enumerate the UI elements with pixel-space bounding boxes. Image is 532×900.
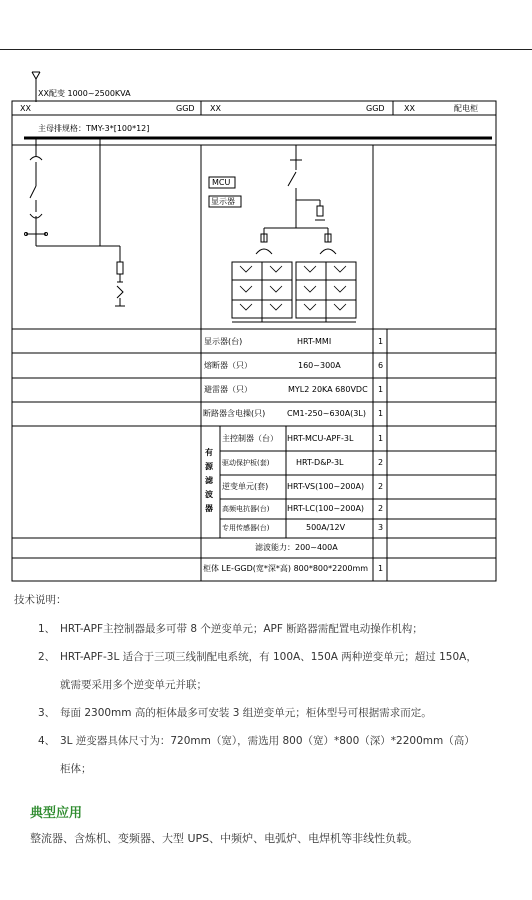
mcu-label: MCU [212, 178, 231, 187]
note-item-cont: 就需要采用多个逆变单元并联； [60, 679, 207, 691]
group-row-model: 500A/12V [306, 523, 346, 532]
group-row-qty: 3 [378, 523, 384, 532]
group-row-name: 驱动保护板(套) [222, 459, 270, 467]
row-name: 显示器(台) [204, 337, 243, 346]
row-qty: 1 [378, 385, 384, 394]
col1-left: XX [20, 104, 31, 113]
group-row-name: 专用传感器(台) [222, 524, 270, 532]
row-qty: 1 [378, 337, 384, 346]
group-row-model: HRT-MCU-APF-3L [287, 434, 354, 443]
cabinet-spec: 柜体 LE-GGD(宽*深*高) 800*800*2200mm [203, 564, 369, 573]
group-row-name: 高频电抗器(台) [222, 505, 270, 513]
col3-right: 配电柜 [454, 104, 478, 113]
cabinet-qty: 1 [378, 564, 384, 573]
group-row-qty: 2 [378, 482, 384, 491]
apf-circuit [232, 145, 356, 322]
bom-table-grid [12, 329, 496, 581]
transformer-label: XX配变 1000~2500KVA [38, 89, 131, 98]
group-row-name: 逆变单元(套) [222, 482, 269, 491]
col2-left: XX [210, 104, 221, 113]
display-label: 显示器 [211, 197, 235, 206]
note-item: 2、 HRT-APF-3L 适合于三项三线制配电系统，有 100A、150A 两种逆变单元；超过 150A， [38, 651, 477, 663]
notes-title: 技术说明： [14, 594, 67, 606]
row-model: CM1-250~630A(3L) [287, 409, 366, 418]
row-model: 160~300A [298, 361, 341, 370]
group-row-qty: 1 [378, 434, 384, 443]
note-item-cont: 柜体； [60, 763, 92, 775]
row-name: 熔断器（只） [204, 361, 252, 370]
col2-right: GGD [366, 104, 385, 113]
row-model: MYL2 20KA 680VDC [288, 385, 368, 394]
left-feeder [25, 138, 126, 306]
row-qty: 6 [378, 361, 384, 370]
note-item: 1、 HRT-APF主控制器最多可带 8 个逆变单元；APF 断路器需配置电动操作机构； [38, 623, 423, 635]
col3-left: XX [404, 104, 415, 113]
row-name: 断路器含电操(只) [203, 409, 266, 418]
application-title: 典型应用 [30, 806, 83, 821]
application-text: 整流器、含炼机、变频器、大型 UPS、中频炉、电弧炉、电焊机等非线性负载。 [30, 832, 419, 845]
group-row-model: HRT-LC(100~200A) [287, 504, 365, 513]
col1-right: GGD [176, 104, 195, 113]
row-model: HRT-MMI [297, 337, 332, 346]
apf-group-label: 有源滤波器 [205, 448, 213, 513]
group-row-model: HRT-VS(100~200A) [287, 482, 365, 491]
row-name: 避雷器（只） [204, 385, 252, 394]
group-row-model: HRT-D&P-3L [296, 458, 344, 467]
note-item: 4、 3L 逆变器具体尺寸为：720mm（宽），需选用 800（宽）*800（深）*2200mm（高） [38, 735, 475, 747]
note-item: 3、 每面 2300mm 高的柜体最多可安装 3 组逆变单元；柜体型号可根据需求而定。 [38, 707, 432, 719]
busbar-spec: 主母排规格：TMY-3*[100*12] [38, 124, 150, 133]
group-row-qty: 2 [378, 504, 384, 513]
group-row-name: 主控制器（台） [222, 434, 278, 443]
group-row-qty: 2 [378, 458, 384, 467]
row-qty: 1 [378, 409, 384, 418]
filter-capacity: 滤波能力：200~400A [255, 543, 338, 552]
